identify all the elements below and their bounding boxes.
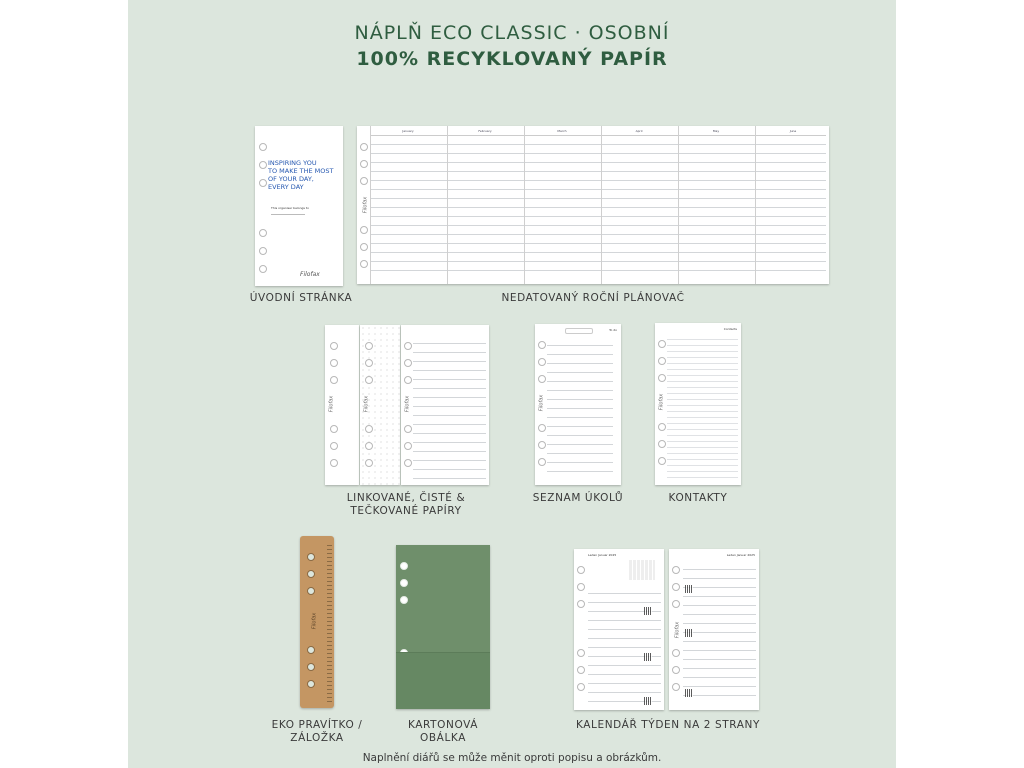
label-contacts: KONTAKTY [668, 492, 728, 504]
calendar-right-page [669, 549, 759, 710]
calendar-left-page [574, 549, 664, 710]
year-planner-image [357, 126, 829, 284]
planner-brand: Filofax [362, 196, 369, 214]
todo-list-image [535, 324, 621, 485]
plain-paper-brand: Filofax [328, 395, 335, 413]
page-subtitle: 100% RECYKLOVANÝ PAPÍR [356, 48, 668, 70]
contacts-header: Contacts [723, 327, 737, 331]
month-march: March [557, 129, 567, 133]
label-calendar: KALENDÁŘ TÝDEN NA 2 STRANY [575, 719, 761, 731]
label-cardboard-cover: KARTONOVÁ OBÁLKA [407, 719, 479, 744]
intro-headline: INSPIRING YOU TO MAKE THE MOST OF YOUR DAY, EVERY DAY [268, 159, 334, 191]
footer-note: Naplnění diářů se může měnit oproti popisu a obrázkům. [362, 752, 662, 764]
owner-line: This organiser belongs to [271, 206, 309, 210]
month-february: February [478, 129, 492, 133]
eco-ruler-image [300, 536, 334, 708]
ruler-brand: Filofax [311, 612, 318, 630]
dotted-paper-brand: Filofax [363, 395, 370, 413]
planner-grid [370, 135, 826, 278]
calendar-right-header: Leden Januar 2025 [726, 553, 755, 557]
todo-header: To do [609, 328, 617, 332]
contacts-image [655, 323, 741, 485]
calendar-brand: Filofax [674, 621, 681, 639]
lined-paper-image [401, 325, 489, 485]
label-year-planner: NEDATOVANÝ ROČNÍ PLÁNOVAČ [501, 292, 685, 304]
page-title: NÁPLŇ ECO CLASSIC · OSOBNÍ [354, 22, 670, 44]
cover-pocket [396, 652, 490, 709]
lined-paper-brand: Filofax [404, 395, 411, 413]
month-june: June [789, 129, 797, 133]
label-intro-page: ÚVODNÍ STRÁNKA [249, 292, 353, 304]
month-april: April [635, 129, 643, 133]
label-eco-ruler: EKO PRAVÍTKO / ZÁLOŽKA [271, 719, 363, 744]
todo-brand: Filofax [538, 394, 545, 412]
intro-page-image [255, 126, 343, 286]
filofax-logo: Filofax [300, 271, 320, 278]
owner-underline [271, 214, 305, 215]
contacts-brand: Filofax [658, 393, 665, 411]
cardboard-cover-image [396, 545, 490, 709]
label-papers: LINKOVANÉ, ČISTÉ & TEČKOVANÉ PAPÍRY [346, 492, 466, 517]
month-january: January [402, 129, 414, 133]
plain-paper-image [325, 325, 359, 485]
dotted-paper-image [360, 325, 400, 485]
calendar-left-header: Leden Januar 2025 [588, 553, 617, 557]
month-may: May [712, 129, 720, 133]
product-panel [128, 0, 896, 768]
label-todo: SEZNAM ÚKOLŮ [532, 492, 624, 504]
